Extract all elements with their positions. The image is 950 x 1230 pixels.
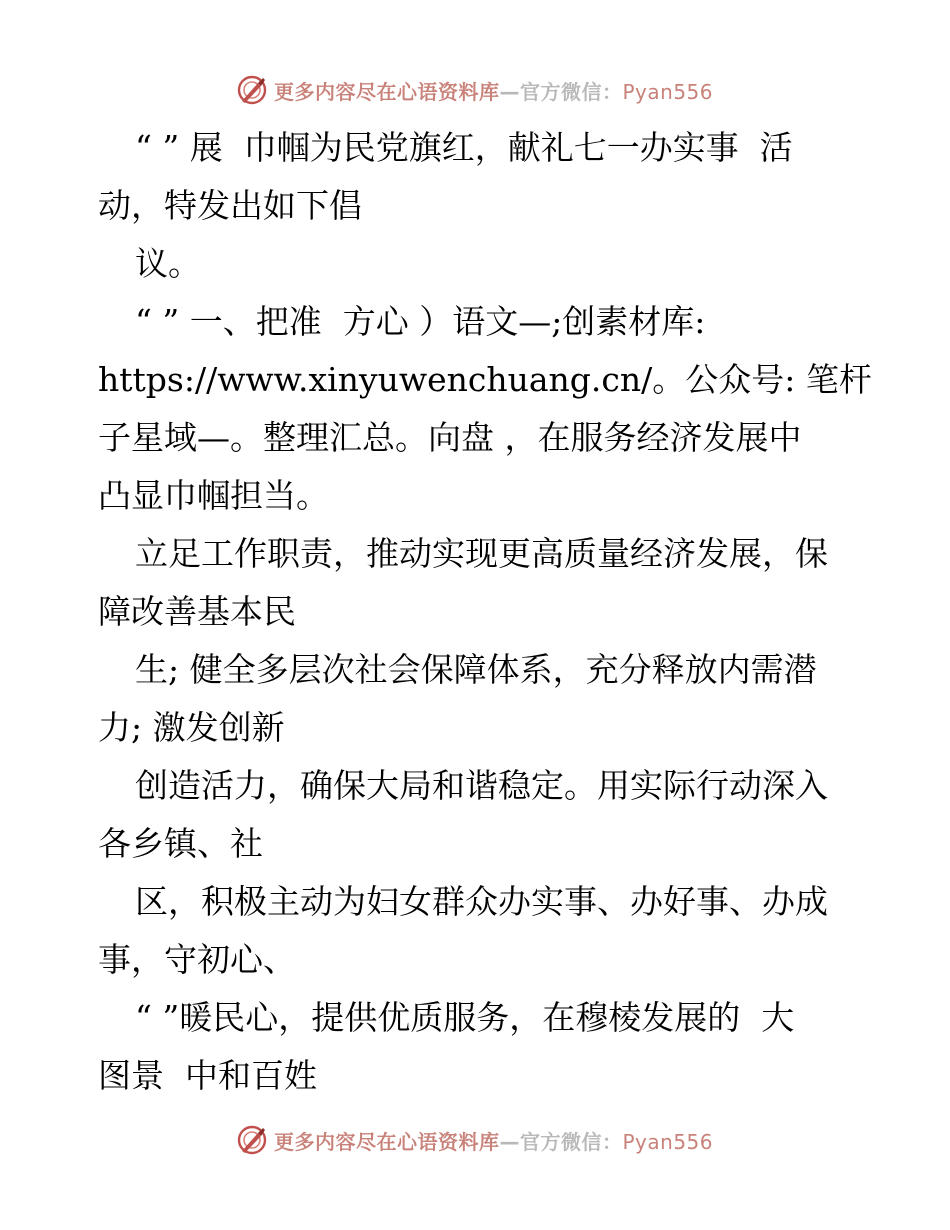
watermark-wechat-label: 官方微信： <box>520 1129 623 1154</box>
header-watermark-banner <box>0 72 950 108</box>
watermark-dash: — <box>499 79 520 104</box>
body-line-4: “ ” 一、把准 方心 ）语文—;创素材库: <box>135 302 706 341</box>
body-line-16: “ ”暖民心，提供优质服务，在穆棱发展的 大 <box>135 998 795 1037</box>
body-line-2: 动，特发出如下倡 <box>98 186 362 225</box>
body-line-15: 事，守初心、 <box>98 940 296 979</box>
pen-logo-icon <box>236 74 268 106</box>
watermark-main: 更多内容尽在心语资料库 <box>274 79 500 104</box>
body-line-8: 立足工作职责，推动实现更高质量经济发展，保 <box>135 534 828 573</box>
pen-logo-icon <box>236 1124 268 1156</box>
body-line-3: 议。 <box>135 244 201 283</box>
body-line-12: 创造活力，确保大局和谐稳定。用实际行动深入 <box>135 766 828 805</box>
body-line-10: 生; 健全多层次社会保障体系，充分释放内需潜 <box>135 650 817 689</box>
watermark-text <box>274 76 713 105</box>
body-line-9: 障改善基本民 <box>98 592 296 631</box>
watermark-text <box>274 1126 713 1155</box>
body-line-6: 子星域—。整理汇总。向盘 ，在服务经济发展中 <box>98 418 802 457</box>
body-line-5: https://www.xinyuwenchuang.cn/。公众号: 笔杆 <box>98 360 872 399</box>
watermark-wechat-id: Pyan556 <box>622 79 714 104</box>
watermark-main: 更多内容尽在心语资料库 <box>274 1129 500 1154</box>
watermark-wechat-id: Pyan556 <box>622 1129 714 1154</box>
body-line-14: 区，积极主动为妇女群众办实事、办好事、办成 <box>135 882 828 921</box>
footer-watermark-banner <box>0 1122 950 1158</box>
body-line-11: 力; 激发创新 <box>98 708 285 747</box>
body-line-7: 凸显巾帼担当。 <box>98 476 329 515</box>
watermark-dash: — <box>499 1129 520 1154</box>
watermark-wechat-label: 官方微信： <box>520 79 623 104</box>
body-line-13: 各乡镇、社 <box>98 824 263 863</box>
body-line-17: 图景 中和百姓 <box>98 1056 317 1095</box>
body-line-1: “ ” 展 巾帼为民党旗红，献礼七一办实事 活 <box>135 128 793 167</box>
